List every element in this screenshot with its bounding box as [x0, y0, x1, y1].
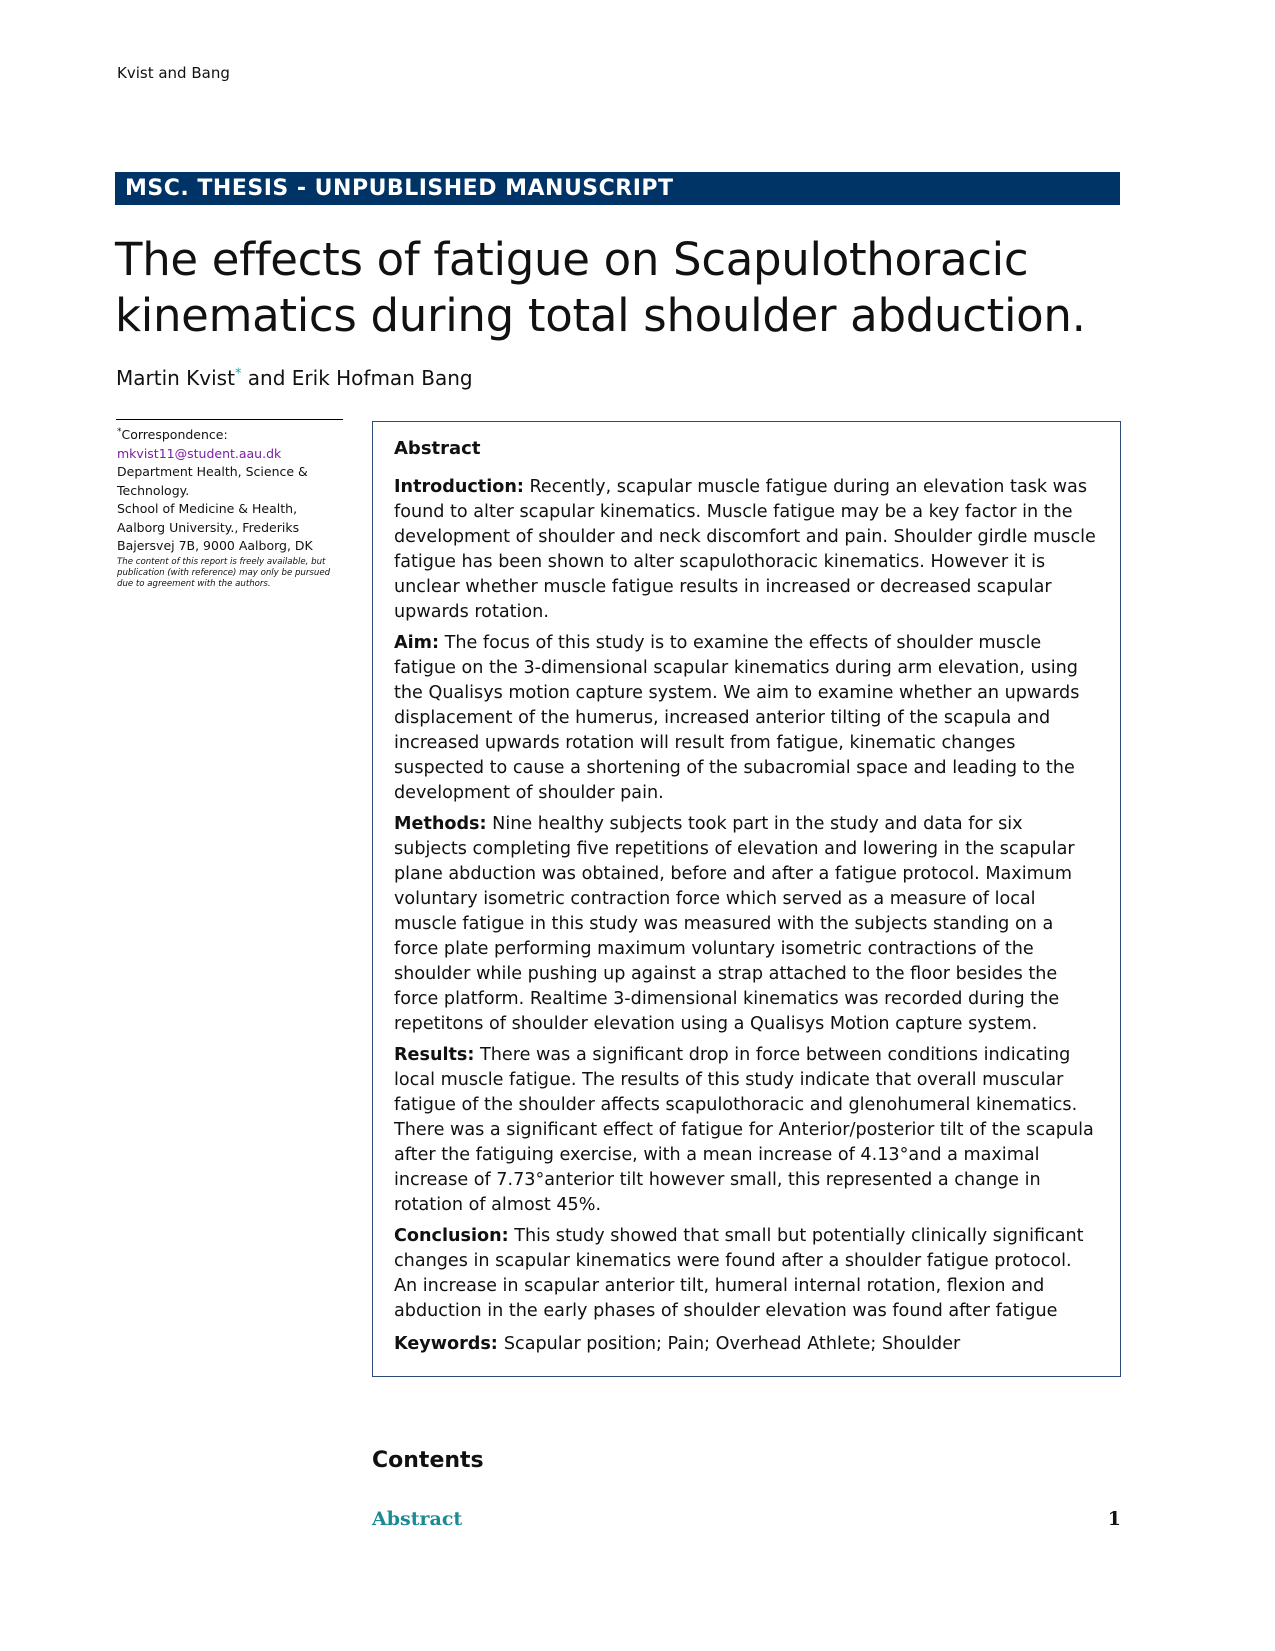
toc-entry[interactable]	[372, 1508, 1121, 1530]
correspondence-footnote-marker: *	[117, 427, 122, 437]
abstract-aim	[394, 631, 1100, 806]
abstract-heading: Abstract	[394, 438, 481, 459]
abstract-box	[372, 421, 1121, 1377]
affiliation: Department Health, Science & Technology.	[117, 464, 308, 498]
correspondence-label	[117, 423, 347, 445]
availability-note: The content of this report is freely available, but publication (with reference) may only be pursued due to agreement with the authors.	[117, 556, 331, 589]
toc-entry-label[interactable]: Abstract	[372, 1508, 463, 1530]
paper-title: The effects of fatigue on Scapulothoracic kinematics during total shoulder abduction.	[115, 233, 1086, 342]
section-text: Nine healthy subjects took part in the study and data for six subjects completing five repetitions of elevation and lowering in the scapular plane abduction was obtained, before and after a fatigue protocol. Maximum voluntary isometric contraction force which served as a measure of local muscle fatigue in this study was measured with the subjects standing on a force plate performing maximum voluntary isometric contractions of the shoulder while pushing up against a strap attached to the floor besides the force platform. Realtime 3-dimensional kinematics was recorded during the repetitons of shoulder elevation using a Qualisys Motion capture system.	[394, 814, 1075, 1034]
abstract-introduction	[394, 475, 1100, 625]
keywords	[394, 1332, 1100, 1357]
sidebar-divider	[116, 419, 343, 420]
correspondence-sidebar	[117, 423, 347, 590]
section-label: Methods:	[394, 814, 487, 834]
address: School of Medicine & Health, Aalborg University., Frederiks Bajersvej 7B, 9000 Aalborg, DK	[117, 501, 313, 554]
section-text: There was a significant drop in force between conditions indicating local muscle fatigue. The results of this study indicate that overall muscular fatigue of the shoulder affects scapulothoracic and glenohumeral kinematics. There was a significant effect of fatigue for Anterior/posterior tilt of the scapula after the fatiguing exercise, with a mean increase of 4.13°and a maximal increase of 7.73°anterior tilt however small, this represented a change in rotation of almost 45%.	[394, 1045, 1094, 1215]
running-head: Kvist and Bang	[117, 64, 230, 82]
keywords-label: Keywords:	[394, 1334, 498, 1354]
abstract-results	[394, 1043, 1100, 1218]
section-label: Conclusion:	[394, 1226, 509, 1246]
toc-entry-page: 1	[1107, 1508, 1121, 1530]
abstract-methods	[394, 812, 1100, 1037]
correspondence-text: Correspondence:	[121, 427, 228, 443]
author-rest: and Erik Hofman Bang	[241, 366, 473, 390]
section-text: The focus of this study is to examine the effects of shoulder muscle fatigue on the 3-dimensional scapular kinematics during arm elevation, using the Qualisys motion capture system. We aim to examine whether an upwards displacement of the humerus, increased anterior tilting of the scapula and increased upwards rotation will result from fatigue, kinematic changes suspected to cause a shortening of the subacromial space and leading to the development of shoulder pain.	[394, 633, 1080, 803]
section-label: Results:	[394, 1045, 475, 1065]
section-text: This study showed that small but potentially clinically significant changes in scapular kinematics were found after a shoulder fatigue protocol. An increase in scapular anterior tilt, humeral internal rotation, flexion and abduction in the early phases of shoulder elevation was found after fatigue	[394, 1226, 1084, 1321]
correspondence-marker-link[interactable]: *	[234, 366, 242, 382]
author-first: Martin Kvist	[116, 366, 235, 390]
abstract-conclusion	[394, 1224, 1100, 1324]
manuscript-banner: MSC. THESIS - UNPUBLISHED MANUSCRIPT	[115, 172, 1120, 205]
section-label: Aim:	[394, 633, 440, 653]
section-label: Introduction:	[394, 477, 524, 497]
author-line	[116, 366, 473, 390]
keywords-text: Scapular position; Pain; Overhead Athlete; Shoulder	[503, 1334, 961, 1354]
contents-heading: Contents	[372, 1448, 484, 1473]
section-text: Recently, scapular muscle fatigue during an elevation task was found to alter scapular kinematics. Muscle fatigue may be a key factor in the development of shoulder and neck discomfort and pain. Shoulder girdle muscle fatigue has been shown to alter scapulothoracic kinematics. However it is unclear whether muscle fatigue results in increased or decreased scapular upwards rotation.	[394, 477, 1096, 622]
email-link[interactable]: mkvist11@student.aau.dk	[117, 445, 282, 461]
